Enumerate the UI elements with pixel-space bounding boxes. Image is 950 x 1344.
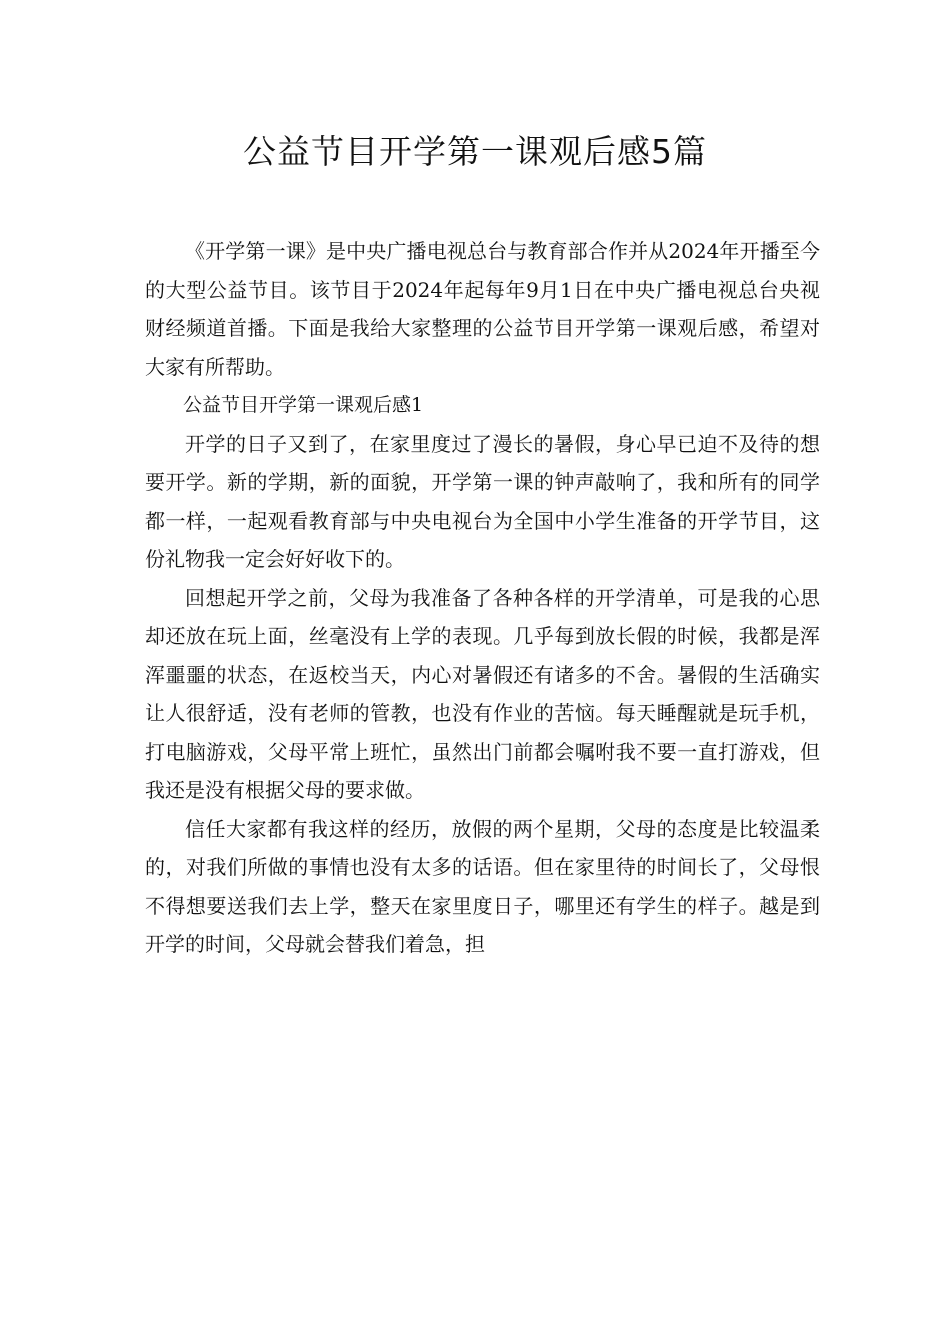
section-heading: 公益节目开学第一课观后感1 [183, 394, 424, 416]
paragraph-2: 回想起开学之前，父母为我准备了各种各样的开学清单，可是我的心思却还放在玩上面，丝毫没有上学的表现。几乎每到放长假的时候，我都是浑浑噩噩的状态，在返校当天，内心对暑假还有诸多的不舍。暑假的生活确实让人很舒适，没有老师的管教，也没有作业的苦恼。每天睡醒就是玩手机，打电脑游戏，父母平常上班忙，虽然出门前都会嘱咐我不要一直打游戏，但我还是没有根据父母的要求做。 [145, 585, 820, 802]
paragraph-3: 信任大家都有我这样的经历，放假的两个星期，父母的态度是比较温柔的，对我们所做的事情也没有太多的话语。但在家里待的时间长了，父母恨不得想要送我们去上学，整天在家里度日子，哪里还有学生的样子。越是到开学的时间，父母就会替我们着急，担 [145, 816, 820, 956]
document-title: 公益节目开学第一课观后感5篇 [243, 132, 707, 171]
paragraph-1: 开学的日子又到了，在家里度过了漫长的暑假，身心早已迫不及待的想要开学。新的学期，新的面貌，开学第一课的钟声敲响了，我和所有的同学都一样，一起观看教育部与中央电视台为全国中小学生准备的开学节目，这份礼物我一定会好好收下的。 [145, 431, 820, 571]
intro-paragraph: 《开学第一课》是中央广播电视总台与教育部合作并从2024年开播至今的大型公益节目。该节目于2024年起每年9月1日在中央广播电视总台央视财经频道首播。下面是我给大家整理的公益节目开学第一课观后感，希望对大家有所帮助。 [145, 239, 820, 379]
document-body [145, 232, 820, 964]
